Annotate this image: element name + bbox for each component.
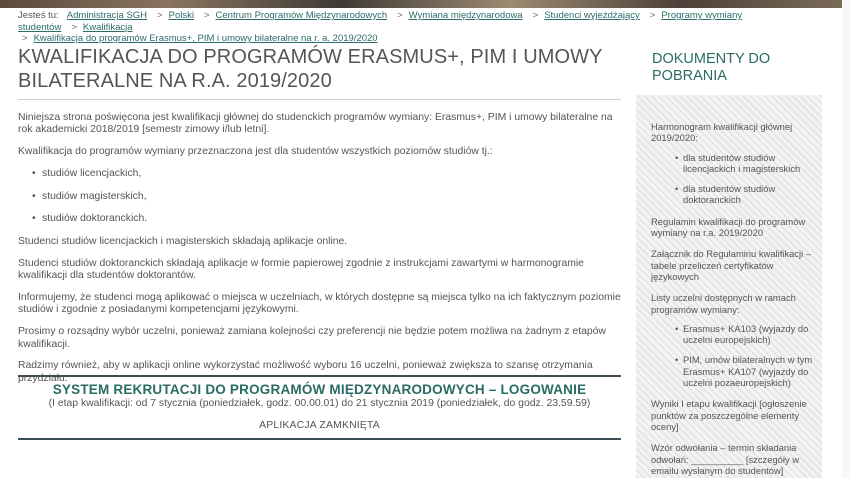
list-item: • studiów magisterskich, <box>42 191 621 203</box>
document-link-wzor-odwolania[interactable]: Wzór odwołania – termin składania odwołań: __________ [szczegóły w emailu wysłanym do studentów] <box>651 442 800 476</box>
recruitment-box <box>18 375 621 440</box>
title-divider <box>18 99 621 100</box>
document-sublist <box>651 152 814 206</box>
breadcrumb-link-administracja[interactable]: Administracja SGH <box>66 10 148 21</box>
breadcrumb-prefix: Jesteś tu: <box>18 10 59 21</box>
document-link-regulamin[interactable]: Regulamin kwalifikacji do programów wymiany na r.a. 2019/2020 <box>651 215 806 239</box>
page-scrollbar[interactable] <box>842 0 850 478</box>
document-link-erasmus-ka103[interactable]: • Erasmus+ KA103 (wyjazdy do uczelni europejskich) <box>683 323 814 346</box>
intro-paragraph: Niniejsza strona poświęcona jest kwalifikacji głównej do studenckich programów wymiany: Erasmus+, PIM i umowy bilateralne na rok akademicki 2018/2019 [semestr zimowy i/lub letni]. <box>18 112 613 136</box>
document-harmonogram-label: Harmonogram kwalifikacji głównej 2019/2020: <box>651 121 793 144</box>
study-levels-list <box>18 168 621 226</box>
document-link-harmonogram-dokt[interactable]: • dla studentów studiów doktoranckich <box>683 183 814 206</box>
document-link-wyniki[interactable]: Wyniki I etapu kwalifikacji [ogłoszenie punktów za poszczególne elementy oceny] <box>651 398 807 432</box>
sidebar-title: DOKUMENTY DO POBRANIA <box>652 51 771 84</box>
levels-intro-paragraph: Kwalifikacja do programów wymiany przeznaczona jest dla studentów wszystkich poziomów studiów tj.: <box>18 146 493 158</box>
main-content <box>18 46 621 394</box>
breadcrumb-link-kwalifikacja[interactable]: Kwalifikacja <box>82 21 133 33</box>
breadcrumb: Jesteś tu: Administracja SGH > Polski > Centrum Programów Międzynarodowych > Wymiana międzynarodowa > Studenci wyjeżdżający > Programy wymiany studentów > Kwalifikacja > Kwalifikacja do programów Erasmus+, PIM i umowy bilateralne na r. a. 2019/2020 <box>18 10 743 44</box>
document-link-zalacznik[interactable]: Załącznik do Regulaminu kwalifikacji – tabele przeliczeń certyfikatów językowych <box>651 248 811 282</box>
list-item: • studiów doktoranckich. <box>42 213 621 225</box>
breadcrumb-link-wymiana[interactable]: Wymiana międzynarodowa <box>408 10 523 21</box>
list-item: • studiów licencjackich, <box>42 168 621 180</box>
breadcrumb-link-centrum[interactable]: Centrum Programów Międzynarodowych <box>215 10 388 21</box>
advice-paragraph: Radzimy również, aby w aplikacji online wykorzystać możliwość wyboru 16 uczelni, ponieważ zwiększa to szansę otrzymania przydziału. <box>18 360 593 384</box>
recruitment-login-link[interactable]: SYSTEM REKRUTACJI DO PROGRAMÓW MIĘDZYNARODOWYCH – LOGOWANIE <box>52 382 587 397</box>
breadcrumb-link-polski[interactable]: Polski <box>168 10 194 21</box>
document-link-harmonogram-lic-mag[interactable]: • dla studentów studiów licencjackich i magisterskich <box>683 152 814 175</box>
application-status: APLIKACJA ZAMKNIĘTA <box>259 420 380 431</box>
breadcrumb-link-studenci-wyjezdzajacy[interactable]: Studenci wyjeżdżający <box>544 10 640 21</box>
documents-sidebar <box>636 42 822 478</box>
documents-list <box>636 95 822 476</box>
breadcrumb-link-programy-wymiany[interactable]: Programy wymiany studentów <box>18 10 743 33</box>
page-title: KWALIFIKACJA DO PROGRAMÓW ERASMUS+, PIM I UMOWY BILATERALNE NA R.A. 2019/2020 <box>18 46 603 92</box>
online-application-paragraph: Studenci studiów licencjackich i magisterskich składają aplikacje online. <box>18 236 348 248</box>
breadcrumb-link-current[interactable]: Kwalifikacja do programów Erasmus+, PIM i umowy bilateralne na r. a. 2019/2020 <box>33 33 378 44</box>
header-banner-image <box>0 0 850 8</box>
choice-warning-paragraph: Prosimy o rozsądny wybór uczelni, ponieważ zamiana kolejności czy preferencji nie będzie potem możliwa na żadnym z etapów kwalifikacji. <box>18 326 606 350</box>
document-lista <box>651 292 814 388</box>
document-sublist <box>651 323 814 388</box>
document-harmonogram <box>651 121 814 206</box>
level-info-paragraph: Informujemy, że studenci mogą aplikować o miejsca w uczelniach, w których dostępne są miejsca tylko na ich faktycznym poziomie studiów i zgodnie z posiadanymi kompetencjami językowymi. <box>18 292 621 316</box>
document-lista-label: Listy uczelni dostępnych w ramach programów wymiany: <box>651 292 796 315</box>
document-link-pim-ka107[interactable]: • PIM, umów bilateralnych w tym Erasmus+ KA107 (wyjazdy do uczelni pozaeuropejskich) <box>683 354 814 388</box>
paper-application-paragraph: Studenci studiów doktoranckich składają aplikacje w formie papierowej zgodnie z instrukcjami zawartymi w harmonogramie kwalifikacji dla studentów doktorantów. <box>18 258 584 282</box>
article-body <box>18 112 621 385</box>
recruitment-dates: (I etap kwalifikacji: od 7 stycznia (poniedziałek, godz. 00.00.01) do 21 stycznia 2019 (poniedziałek, do godz. 23.59.59) <box>48 398 591 409</box>
sidebar-header <box>636 42 822 95</box>
